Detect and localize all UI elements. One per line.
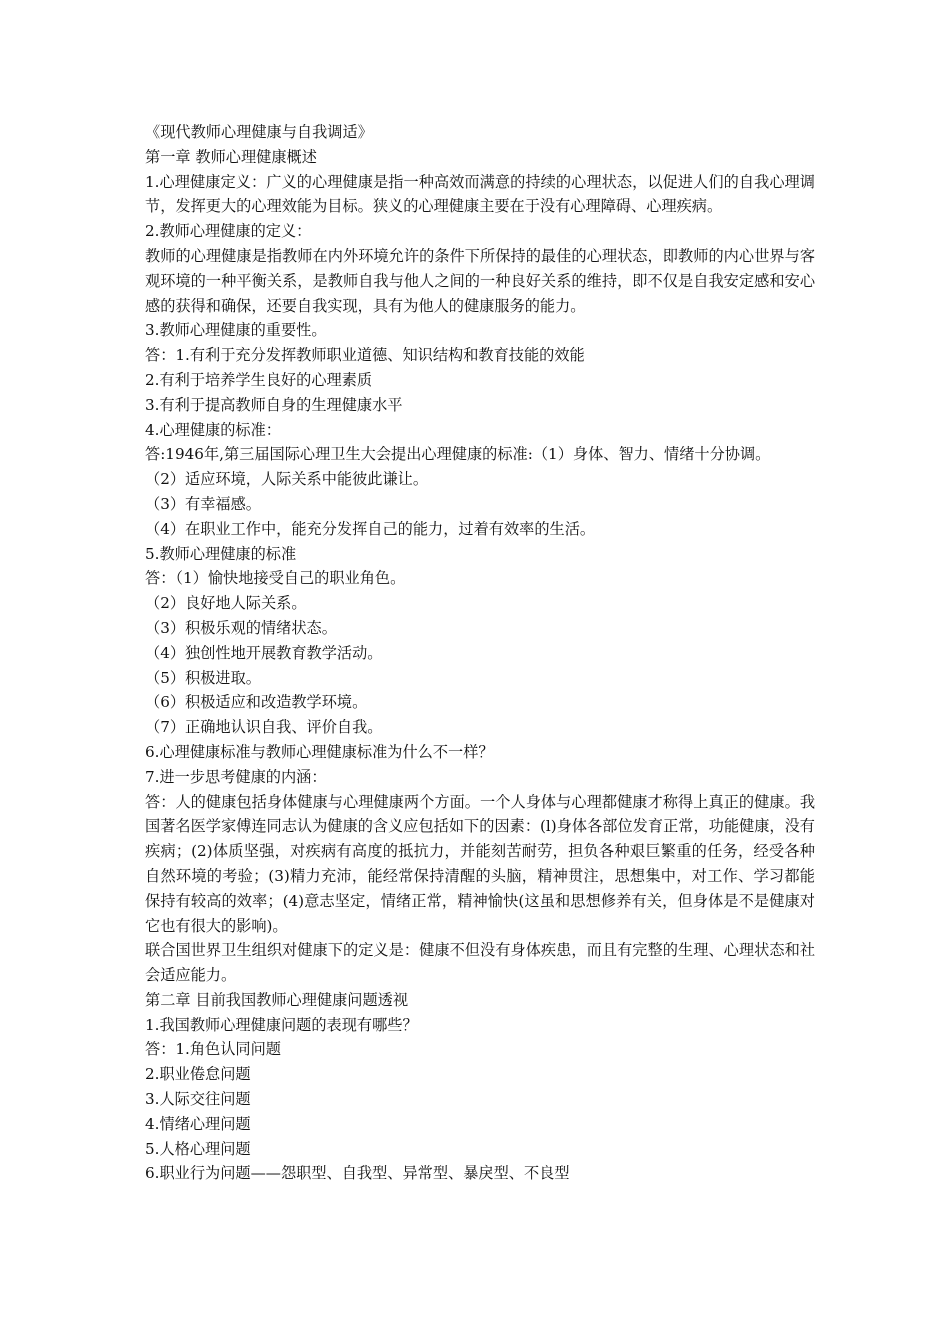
list-item: （4）在职业工作中，能充分发挥自己的能力，过着有效率的生活。 [145,519,596,538]
chapter-heading: 第二章 目前我国教师心理健康问题透视 [145,990,409,1009]
document-body [145,120,815,1186]
list-item: 答：（1）愉快地接受自己的职业角色。 [145,569,406,588]
list-item: 2.有利于培养学生良好的心理素质 [145,370,373,389]
section-heading: 4.心理健康的标准： [145,420,281,439]
section-heading: 2.教师心理健康的定义： [145,222,312,241]
list-item: 6.职业行为问题——怨职型、自我型、异常型、暴戾型、不良型 [145,1164,570,1183]
list-item: 5.人格心理问题 [145,1139,251,1158]
section-heading: 1.我国教师心理健康问题的表现有哪些？ [145,1015,418,1034]
section-heading: 6.心理健康标准与教师心理健康标准为什么不一样？ [145,742,494,761]
list-item: 3.有利于提高教师自身的生理健康水平 [145,395,403,414]
list-item: 4.情绪心理问题 [145,1114,251,1133]
document-title: 《现代教师心理健康与自我调适》 [145,123,373,141]
section-heading: 7.进一步思考健康的内涵： [145,767,327,786]
list-item: （2）适应环境，人际关系中能彼此谦让。 [145,470,429,489]
paragraph: 答：人的健康包括身体健康与心理健康两个方面。一个人身体与心理都健康才称得上真正的健康。我国著名医学家傅连同志认为健康的含义应包括如下的因素：(l)身体各部位发育正常，功能健康，没有疾病；(2)体质坚强，对疾病有高度的抵抗力，并能刻苦耐劳，担负各种艰巨繁重的任务，经受各种自然环境的考验；(3)精力充沛，能经常保持清醒的头脑，精神贯注，思想集中，对工作、学习都能保持有较高的效率；(4)意志坚定，情绪正常，精神愉快(这虽和思想修养有关，但身体是不是健康对它也有很大的影响)。 [145,792,815,935]
list-item: （3）积极乐观的情绪状态。 [145,618,337,637]
paragraph: 教师的心理健康是指教师在内外环境允许的条件下所保持的最佳的心理状态，即教师的内心世界与客观环境的一种平衡关系，是教师自我与他人之间的一种良好关系的维持，即不仅是自我安定感和安心感的获得和确保，还要自我实现，具有为他人的健康服务的能力。 [145,246,815,315]
paragraph: 1.心理健康定义：广义的心理健康是指一种高效而满意的持续的心理状态，以促进人们的自我心理调节，发挥更大的心理效能为目标。狭义的心理健康主要在于没有心理障碍、心理疾病。 [145,172,815,216]
list-item: 2.职业倦怠问题 [145,1065,251,1084]
list-item: （4）独创性地开展教育教学活动。 [145,643,383,662]
list-item: 答：1.角色认同问题 [145,1040,281,1059]
list-item: （3）有幸福感。 [145,494,261,513]
list-item: （5）积极进取。 [145,668,261,687]
list-item: （7）正确地认识自我、评价自我。 [145,718,383,737]
section-heading: 3.教师心理健康的重要性。 [145,321,327,340]
list-item: （6）积极适应和改造教学环境。 [145,693,368,712]
list-item: 答：1.有利于充分发挥教师职业道德、知识结构和教育技能的效能 [145,346,585,365]
paragraph: 答:1946年,第三届国际心理卫生大会提出心理健康的标准:（1）身体、智力、情绪十分协调。 [145,445,771,464]
paragraph: 联合国世界卫生组织对健康下的定义是：健康不但没有身体疾患，而且有完整的生理、心理状态和社会适应能力。 [145,941,815,985]
section-heading: 5.教师心理健康的标准 [145,544,297,563]
list-item: （2）良好地人际关系。 [145,594,307,613]
list-item: 3.人际交往问题 [145,1090,251,1109]
chapter-heading: 第一章 教师心理健康概述 [145,147,317,166]
